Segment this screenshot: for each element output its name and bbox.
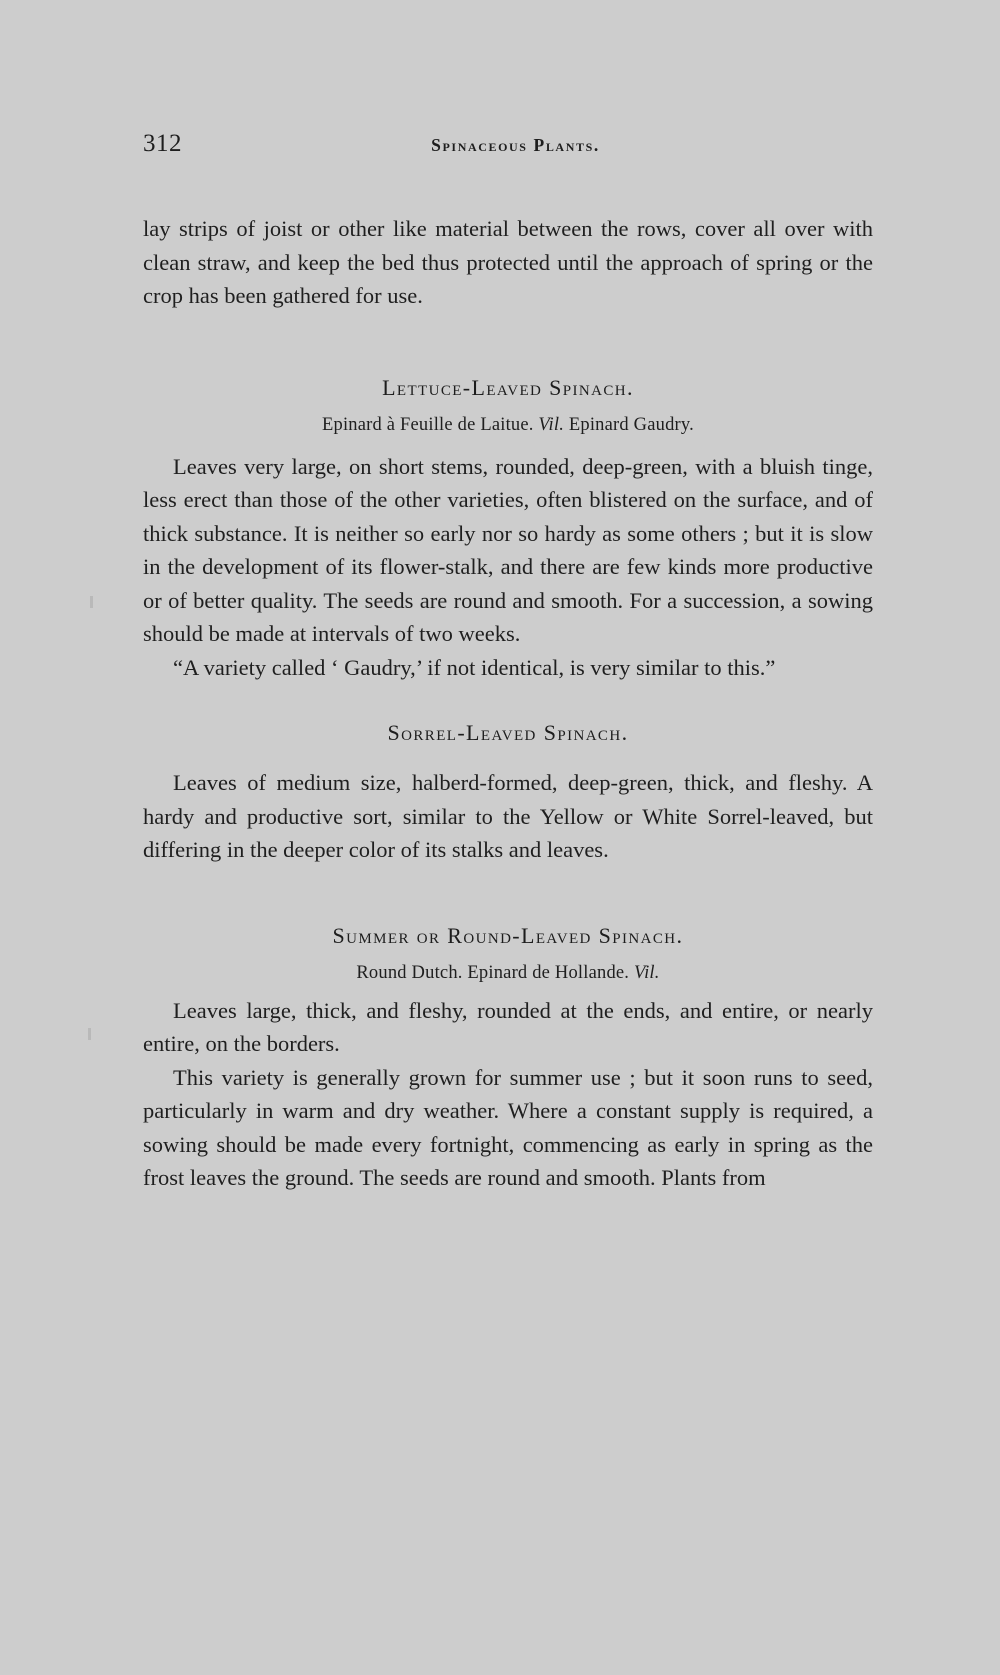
page-number: 312 [143,130,182,157]
spacer [143,984,873,994]
paragraph: Leaves of medium size, halberd-formed, deep-green, thick, and fleshy. A hardy and productive sort, similar to the Yellow or White Sorrel-leaved, but differing in the deeper color of its stalks and leaves. [143,770,873,862]
synonym-authority: Vil. [538,414,565,435]
page-blemish-mark [90,596,93,608]
section-synonyms-lettuce-leaved-spinach [143,415,873,436]
paragraph: “A variety called ‘ Gaudry,’ if not identical, is very similar to this.” [173,654,776,680]
synonym-text: Round Dutch. Epinard de Hollande. [356,962,630,983]
spacer [143,401,873,415]
spacer [143,949,873,963]
page-blemish-mark [88,1028,91,1040]
spacer [143,746,873,766]
running-head: Spinaceous Plants. [431,135,600,155]
spacer [143,684,873,720]
synonym-authority: Vil. [633,962,660,983]
section-title-summer-or-round-leaved-spinach: Summer or Round-Leaved Spinach. [332,922,684,948]
spacer [143,313,873,375]
paragraph: Leaves large, thick, and fleshy, rounded at the ends, and entire, or nearly entire, on the borders. [143,997,873,1056]
synonym-alt-name: Epinard Gaudry. [568,414,694,435]
spacer [143,867,873,923]
synonym-text: Epinard à Feuille de Laitue. [322,414,534,435]
page-content [143,130,873,1195]
paragraph: Leaves very large, on short stems, rounded, deep-green, with a bluish tinge, less erect than those of the other varieties, often blistered on the surface, and of thick substance. It is neither so early nor so hardy as some others ; but it is slow in the development of its flower-stalk, and there are few kinds more productive or of better quality. The seeds are round and smooth. For a succession, a sowing should be made at intervals of two weeks. [143,453,873,646]
section-title-sorrel-leaved-spinach: Sorrel-Leaved Spinach. [387,720,629,745]
opening-paragraph: lay strips of joist or other like material between the rows, cover all over with clean straw, and keep the bed thus protected until the approach of spring or the crop has been gathered for use. [143,216,873,308]
spacer [143,436,873,450]
section-synonyms-summer-or-round-leaved-spinach [143,963,873,984]
section-title-lettuce-leaved-spinach: Lettuce-Leaved Spinach. [382,374,634,400]
paragraph: This variety is generally grown for summer use ; but it soon runs to seed, particularly in warm and dry weather. Where a constant supply is required, a sowing should be made every fortnight, commencing as early in spring as the frost leaves the ground. The seeds are round and smooth. Plants from [143,1064,873,1190]
page-header [143,130,873,158]
